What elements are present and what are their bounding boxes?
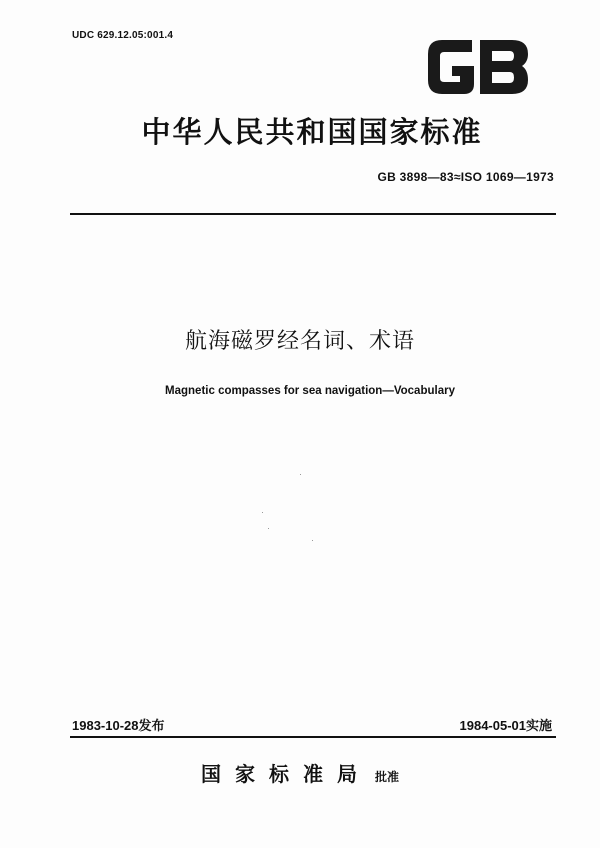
implementation-date: 1984-05-01实施 <box>459 718 552 733</box>
national-standard-title: 中华人民共和国国家标准 <box>141 115 483 149</box>
scan-speck <box>268 528 269 529</box>
english-subtitle: Magnetic compasses for sea navigation—Vocabulary <box>165 385 455 397</box>
chinese-subtitle: 航海磁罗经名词、术语 <box>184 329 415 354</box>
scan-speck <box>300 474 301 475</box>
udc-code: UDC 629.12.05:001.4 <box>72 30 174 41</box>
standard-number: GB 3898—83≈ISO 1069—1973 <box>377 170 554 184</box>
issue-date: 1983-10-28发布 <box>72 718 165 733</box>
issuer-action: 批准 <box>374 770 399 784</box>
issuer-name: 国家标准局 <box>200 762 371 786</box>
gb-logo <box>424 36 532 98</box>
scan-speck <box>262 512 263 513</box>
issuer-line <box>0 758 600 787</box>
bottom-divider <box>70 736 556 738</box>
top-divider <box>70 213 556 215</box>
scan-speck <box>312 540 313 541</box>
